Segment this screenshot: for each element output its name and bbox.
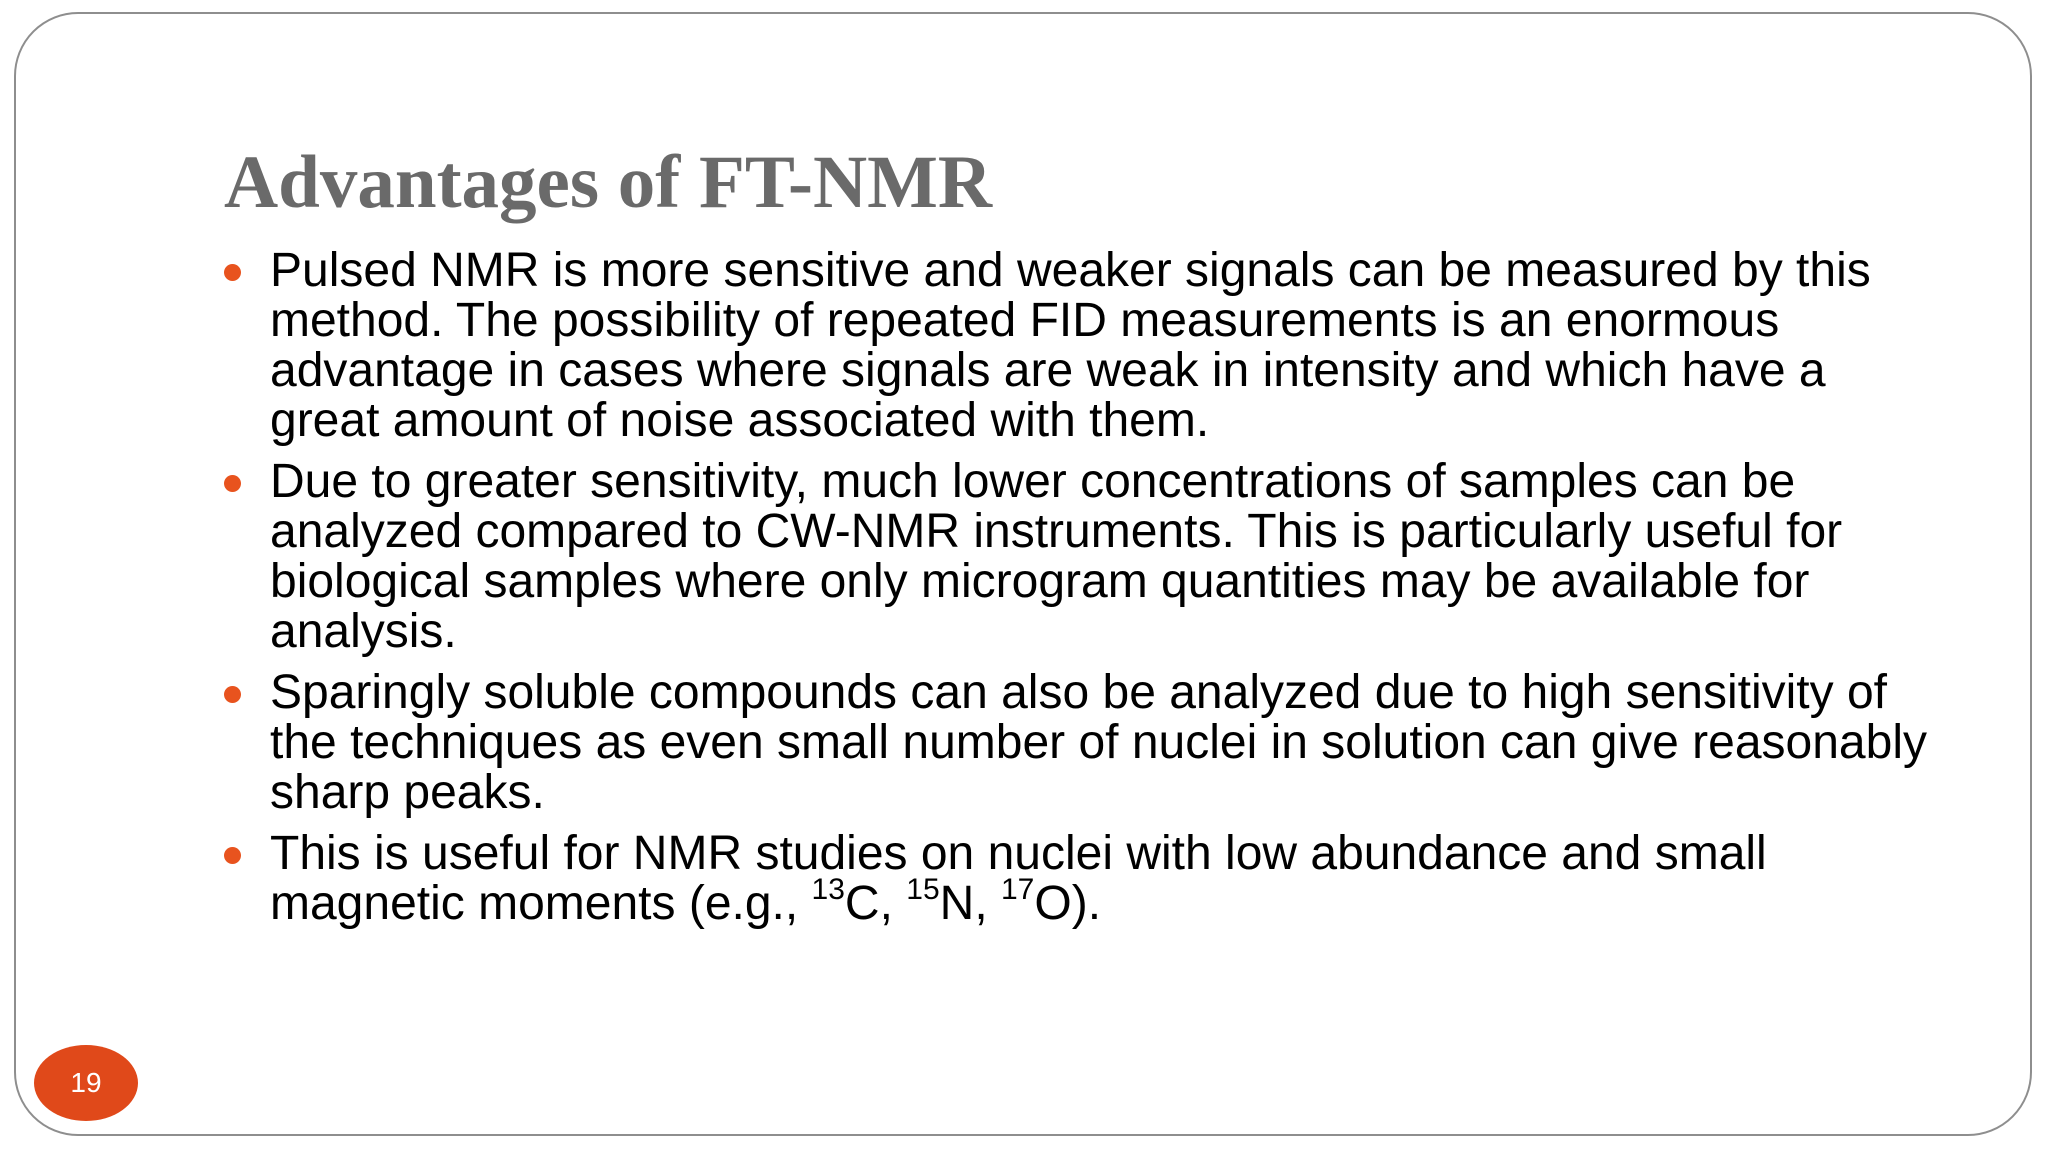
bullet-text-main: This is useful for NMR studies on nuclei with low abundance and small magnetic moments (e.g.,	[270, 827, 1767, 930]
isotope-symbol: O	[1034, 877, 1072, 930]
isotope-mass: 13	[811, 873, 845, 906]
page-number: 19	[70, 1067, 102, 1098]
bullet-text-suffix: ).	[1071, 877, 1102, 930]
bullet-text: Pulsed NMR is more sensitive and weaker signals can be measured by this method. The possibility of repeated FID measurements is an enormous advantage in cases where signals are weak in intensity and which have a great amount of noise associated with them.	[270, 244, 1871, 447]
slide-title: Advantages of FT-NMR	[224, 141, 993, 224]
isotope-symbol: N	[939, 877, 975, 930]
bullet-item	[224, 668, 1944, 818]
isotope-separator: ,	[974, 877, 1001, 930]
bullet-icon	[224, 686, 241, 703]
bullet-icon	[224, 475, 241, 492]
bullet-icon	[224, 847, 241, 864]
bullet-item	[224, 829, 1944, 929]
isotope-separator: ,	[879, 877, 907, 930]
isotope-mass: 15	[906, 873, 940, 906]
bullet-item	[224, 457, 1944, 657]
slide-frame	[14, 12, 2032, 1136]
bullet-text: Sparingly soluble compounds can also be analyzed due to high sensitivity of the techniques as even small number of nuclei in solution can give reasonably sharp peaks.	[270, 666, 1927, 819]
bullet-text: Due to greater sensitivity, much lower concentrations of samples can be analyzed compared to CW-NMR instruments. This is particularly useful for biological samples where only microgram quantities may be available for analysis.	[270, 455, 1843, 658]
bullet-item	[224, 246, 1944, 446]
page-number-badge	[34, 1045, 138, 1121]
isotope-mass: 17	[1000, 873, 1035, 906]
bullet-text	[270, 829, 1944, 929]
bullet-list	[224, 246, 1944, 940]
bullet-icon	[224, 264, 241, 281]
isotope-symbol: C	[844, 877, 880, 930]
